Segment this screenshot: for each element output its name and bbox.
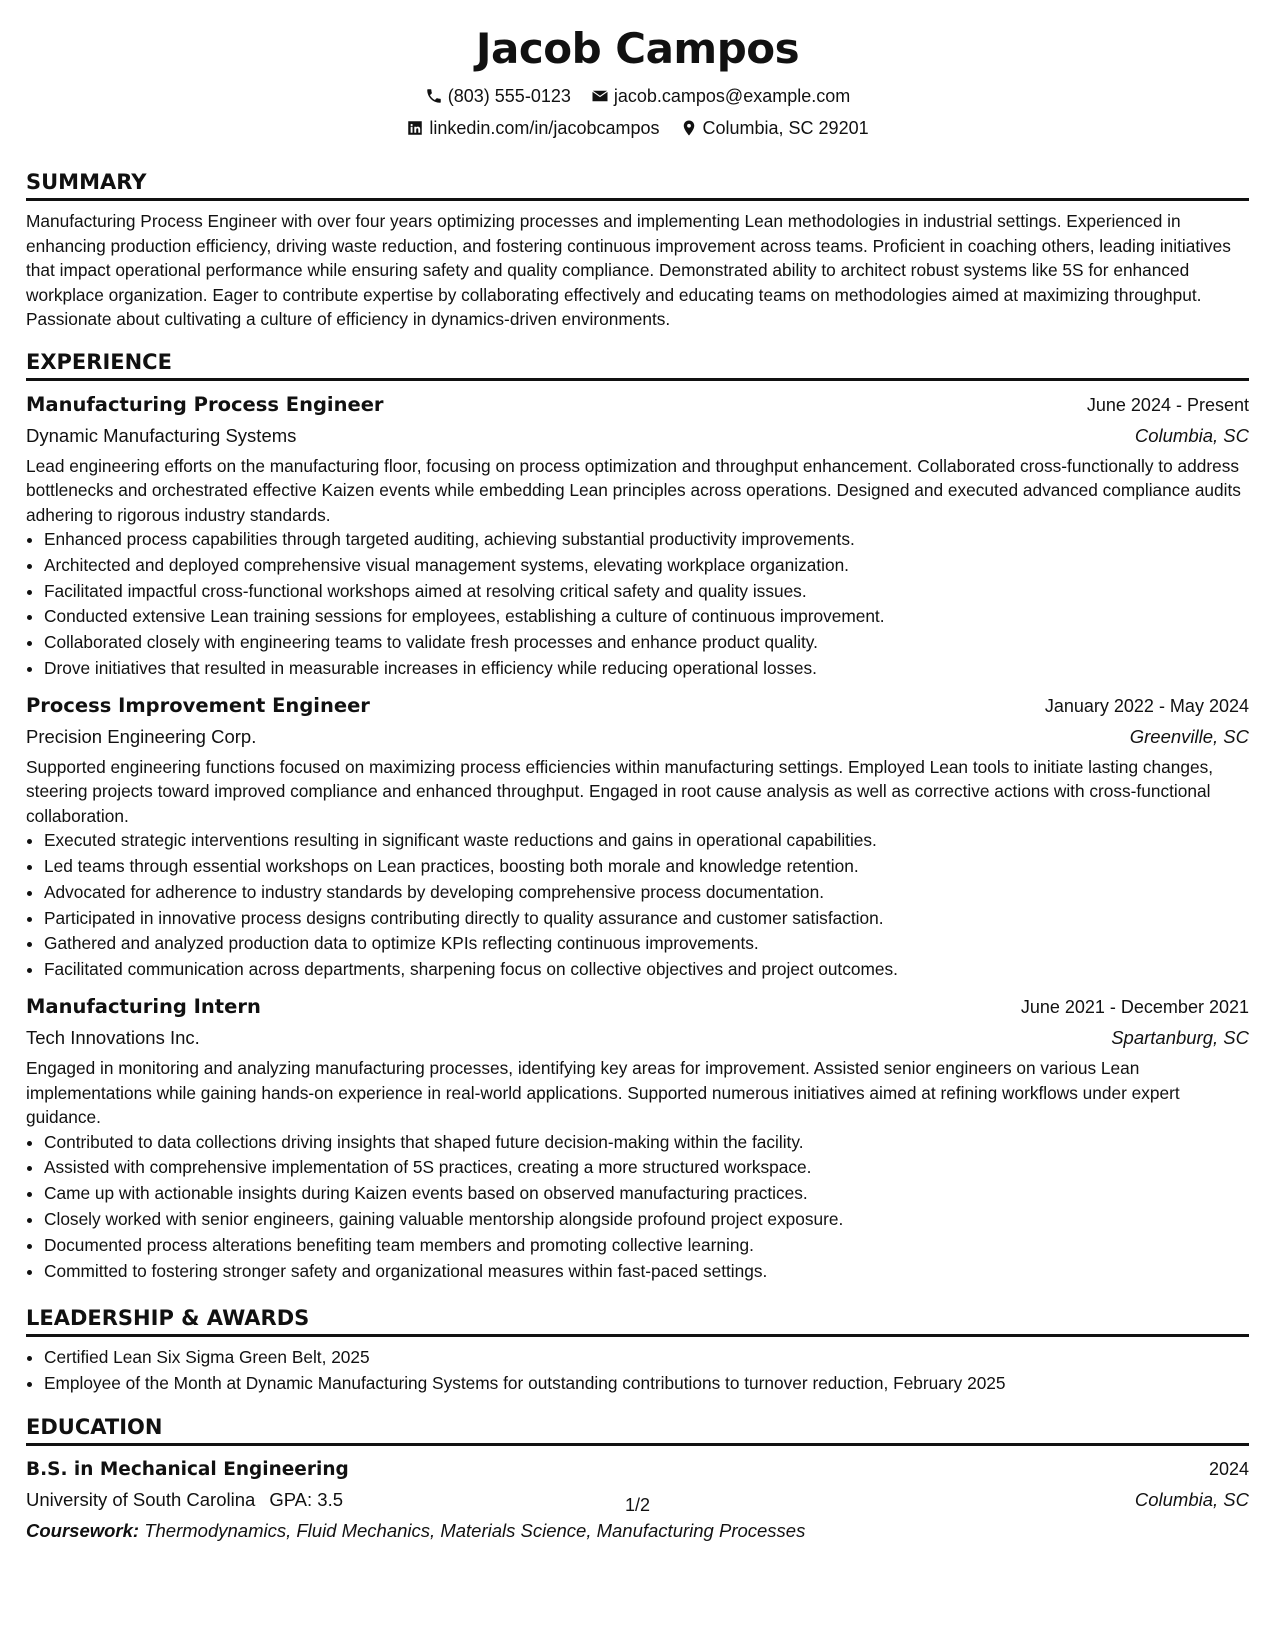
contact-email[interactable]: [591, 80, 850, 112]
job-entry: [26, 690, 1249, 983]
job-entry: [26, 991, 1249, 1284]
list-item: • Certified Lean Six Sigma Green Belt, 2025: [44, 1345, 1249, 1371]
list-item: • Came up with actionable insights during Kaizen events based on observed manufacturing practices.: [44, 1181, 1249, 1207]
list-item: • Facilitated impactful cross-functional workshops aimed at resolving critical safety and quality issues.: [44, 579, 1249, 605]
list-item: • Led teams through essential workshops on Lean practices, boosting both morale and knowledge retention.: [44, 854, 1249, 880]
job-title: Process Improvement Engineer: [26, 693, 370, 717]
contact-line-2: [26, 112, 1249, 144]
page-number: 1/2: [624, 1495, 651, 1515]
contact-linkedin[interactable]: [406, 112, 659, 144]
summary-text: Manufacturing Process Engineer with over four years optimizing processes and implementing Lean methodologies in industrial settings. Experienced in enhancing production efficiency, driving waste reduction, and fostering continuous improvement across teams. Proficient in coaching others, leading initiatives that impact operational performance while ensuring safety and quality compliance. Demonstrated ability to architect robust systems like 5S for enhanced workplace organization. Eager to contribute expertise by collaborating effectively and educating teams on methodologies aimed at maximizing throughput. Passionate about cultivating a culture of efficiency in dynamics-driven environments.: [26, 211, 1231, 329]
list-item: • Contributed to data collections driving insights that shaped future decision-making within the facility.: [44, 1130, 1249, 1156]
job-location: Greenville, SC: [1129, 725, 1249, 747]
contact-phone[interactable]: [425, 80, 571, 112]
job-location: Spartanburg, SC: [1111, 1027, 1249, 1049]
list-item: • Advocated for adherence to industry standards by developing comprehensive process documentation.: [44, 880, 1249, 906]
list-item: • Enhanced process capabilities through targeted auditing, achieving substantial productivity improvements.: [44, 527, 1249, 553]
linkedin-text: linkedin.com/in/jacobcampos: [429, 118, 660, 138]
leadership-heading: LEADERSHIP & AWARDS: [26, 1292, 1249, 1337]
job-description: Engaged in monitoring and analyzing manufacturing processes, identifying key areas for improvement. Assisted senior engineers on various Lean implementations while gaining hands-on experience in real-world applications. Supported numerous initiatives aimed at refining workflows under expert guidance.: [26, 1058, 1180, 1128]
job-bullets: [26, 1130, 1249, 1285]
job-title: Manufacturing Intern: [26, 995, 261, 1019]
education-section: [26, 1401, 1249, 1547]
linkedin-icon: [406, 119, 424, 137]
email-text: jacob.campos@example.com: [613, 86, 851, 106]
list-item: • Facilitated communication across departments, sharpening focus on collective objectives and project outcomes.: [44, 957, 1249, 983]
phone-icon: [425, 87, 443, 105]
coursework-text: Thermodynamics, Fluid Mechanics, Materials Science, Manufacturing Processes: [144, 1519, 806, 1541]
list-item: • Committed to fostering stronger safety and organizational measures within fast-paced settings.: [44, 1259, 1249, 1285]
resume-header: [26, 18, 1249, 144]
contact-line-1: [26, 80, 1249, 112]
job-company: Precision Engineering Corp.: [26, 725, 257, 747]
phone-text: (803) 555-0123: [447, 86, 571, 106]
edu-school: University of South Carolina: [26, 1488, 256, 1510]
job-dates: January 2022 - May 2024: [1044, 695, 1249, 716]
candidate-name: Jacob Campos: [475, 24, 800, 73]
job-dates: June 2021 - December 2021: [1020, 997, 1249, 1018]
coursework-line: [26, 1515, 1249, 1547]
edu-year: 2024: [1208, 1458, 1249, 1479]
edu-gpa: GPA: 3.5: [269, 1488, 344, 1510]
summary-section: [26, 156, 1249, 332]
location-text: Columbia, SC 29201: [702, 118, 869, 138]
summary-heading: SUMMARY: [26, 156, 1249, 201]
job-entry: [26, 389, 1249, 682]
job-bullets: [26, 828, 1249, 983]
list-item: • Closely worked with senior engineers, gaining valuable mentorship alongside profound project exposure.: [44, 1207, 1249, 1233]
list-item: • Employee of the Month at Dynamic Manufacturing Systems for outstanding contributions to turnover reduction, February 2025: [44, 1371, 1249, 1397]
leadership-section: [26, 1292, 1249, 1397]
job-description: Supported engineering functions focused on maximizing process efficiencies within manufacturing settings. Employed Lean tools to initiate lasting changes, steering projects toward improved compliance and enhanced throughput. Engaged in root cause analysis as well as corrective actions with cross-functional collaboration.: [26, 756, 1214, 826]
job-description: Lead engineering efforts on the manufacturing floor, focusing on process optimization and throughput enhancement. Collaborated cross-functionally to address bottlenecks and orchestrated effective Kaizen events while embedding Lean principles across operations. Designed and executed advanced compliance audits adhering to rigorous industry standards.: [26, 455, 1241, 525]
resume-page: [26, 18, 1249, 1547]
job-dates: June 2024 - Present: [1086, 394, 1249, 415]
experience-heading: EXPERIENCE: [26, 336, 1249, 381]
list-item: • Drove initiatives that resulted in measurable increases in efficiency while reducing operational losses.: [44, 656, 1249, 682]
coursework-label: Coursework:: [26, 1519, 140, 1541]
list-item: • Gathered and analyzed production data to optimize KPIs reflecting continuous improvements.: [44, 931, 1249, 957]
list-item: • Documented process alterations benefiting team members and promoting collective learning.: [44, 1233, 1249, 1259]
experience-section: [26, 336, 1249, 1285]
list-item: • Assisted with comprehensive implementation of 5S practices, creating a more structured workspace.: [44, 1155, 1249, 1181]
list-item: • Collaborated closely with engineering teams to validate fresh processes and enhance product quality.: [44, 630, 1249, 656]
job-company: Dynamic Manufacturing Systems: [26, 424, 297, 446]
job-company: Tech Innovations Inc.: [26, 1027, 200, 1049]
envelope-icon: [591, 87, 609, 105]
job-bullets: [26, 527, 1249, 682]
list-item: • Conducted extensive Lean training sessions for employees, establishing a culture of continuous improvement.: [44, 604, 1249, 630]
edu-degree: B.S. in Mechanical Engineering: [26, 1458, 349, 1480]
job-location: Columbia, SC: [1134, 424, 1249, 446]
education-heading: EDUCATION: [26, 1401, 1249, 1446]
contact-location: [680, 112, 869, 144]
job-title: Manufacturing Process Engineer: [26, 392, 384, 416]
list-item: • Architected and deployed comprehensive visual management systems, elevating workplace organization.: [44, 553, 1249, 579]
list-item: • Participated in innovative process designs contributing directly to quality assurance and customer satisfaction.: [44, 906, 1249, 932]
edu-location: Columbia, SC: [1134, 1488, 1249, 1510]
list-item: • Executed strategic interventions resulting in significant waste reductions and gains in operational capabilities.: [44, 828, 1249, 854]
leadership-list: [26, 1345, 1249, 1397]
map-pin-icon: [680, 119, 698, 137]
